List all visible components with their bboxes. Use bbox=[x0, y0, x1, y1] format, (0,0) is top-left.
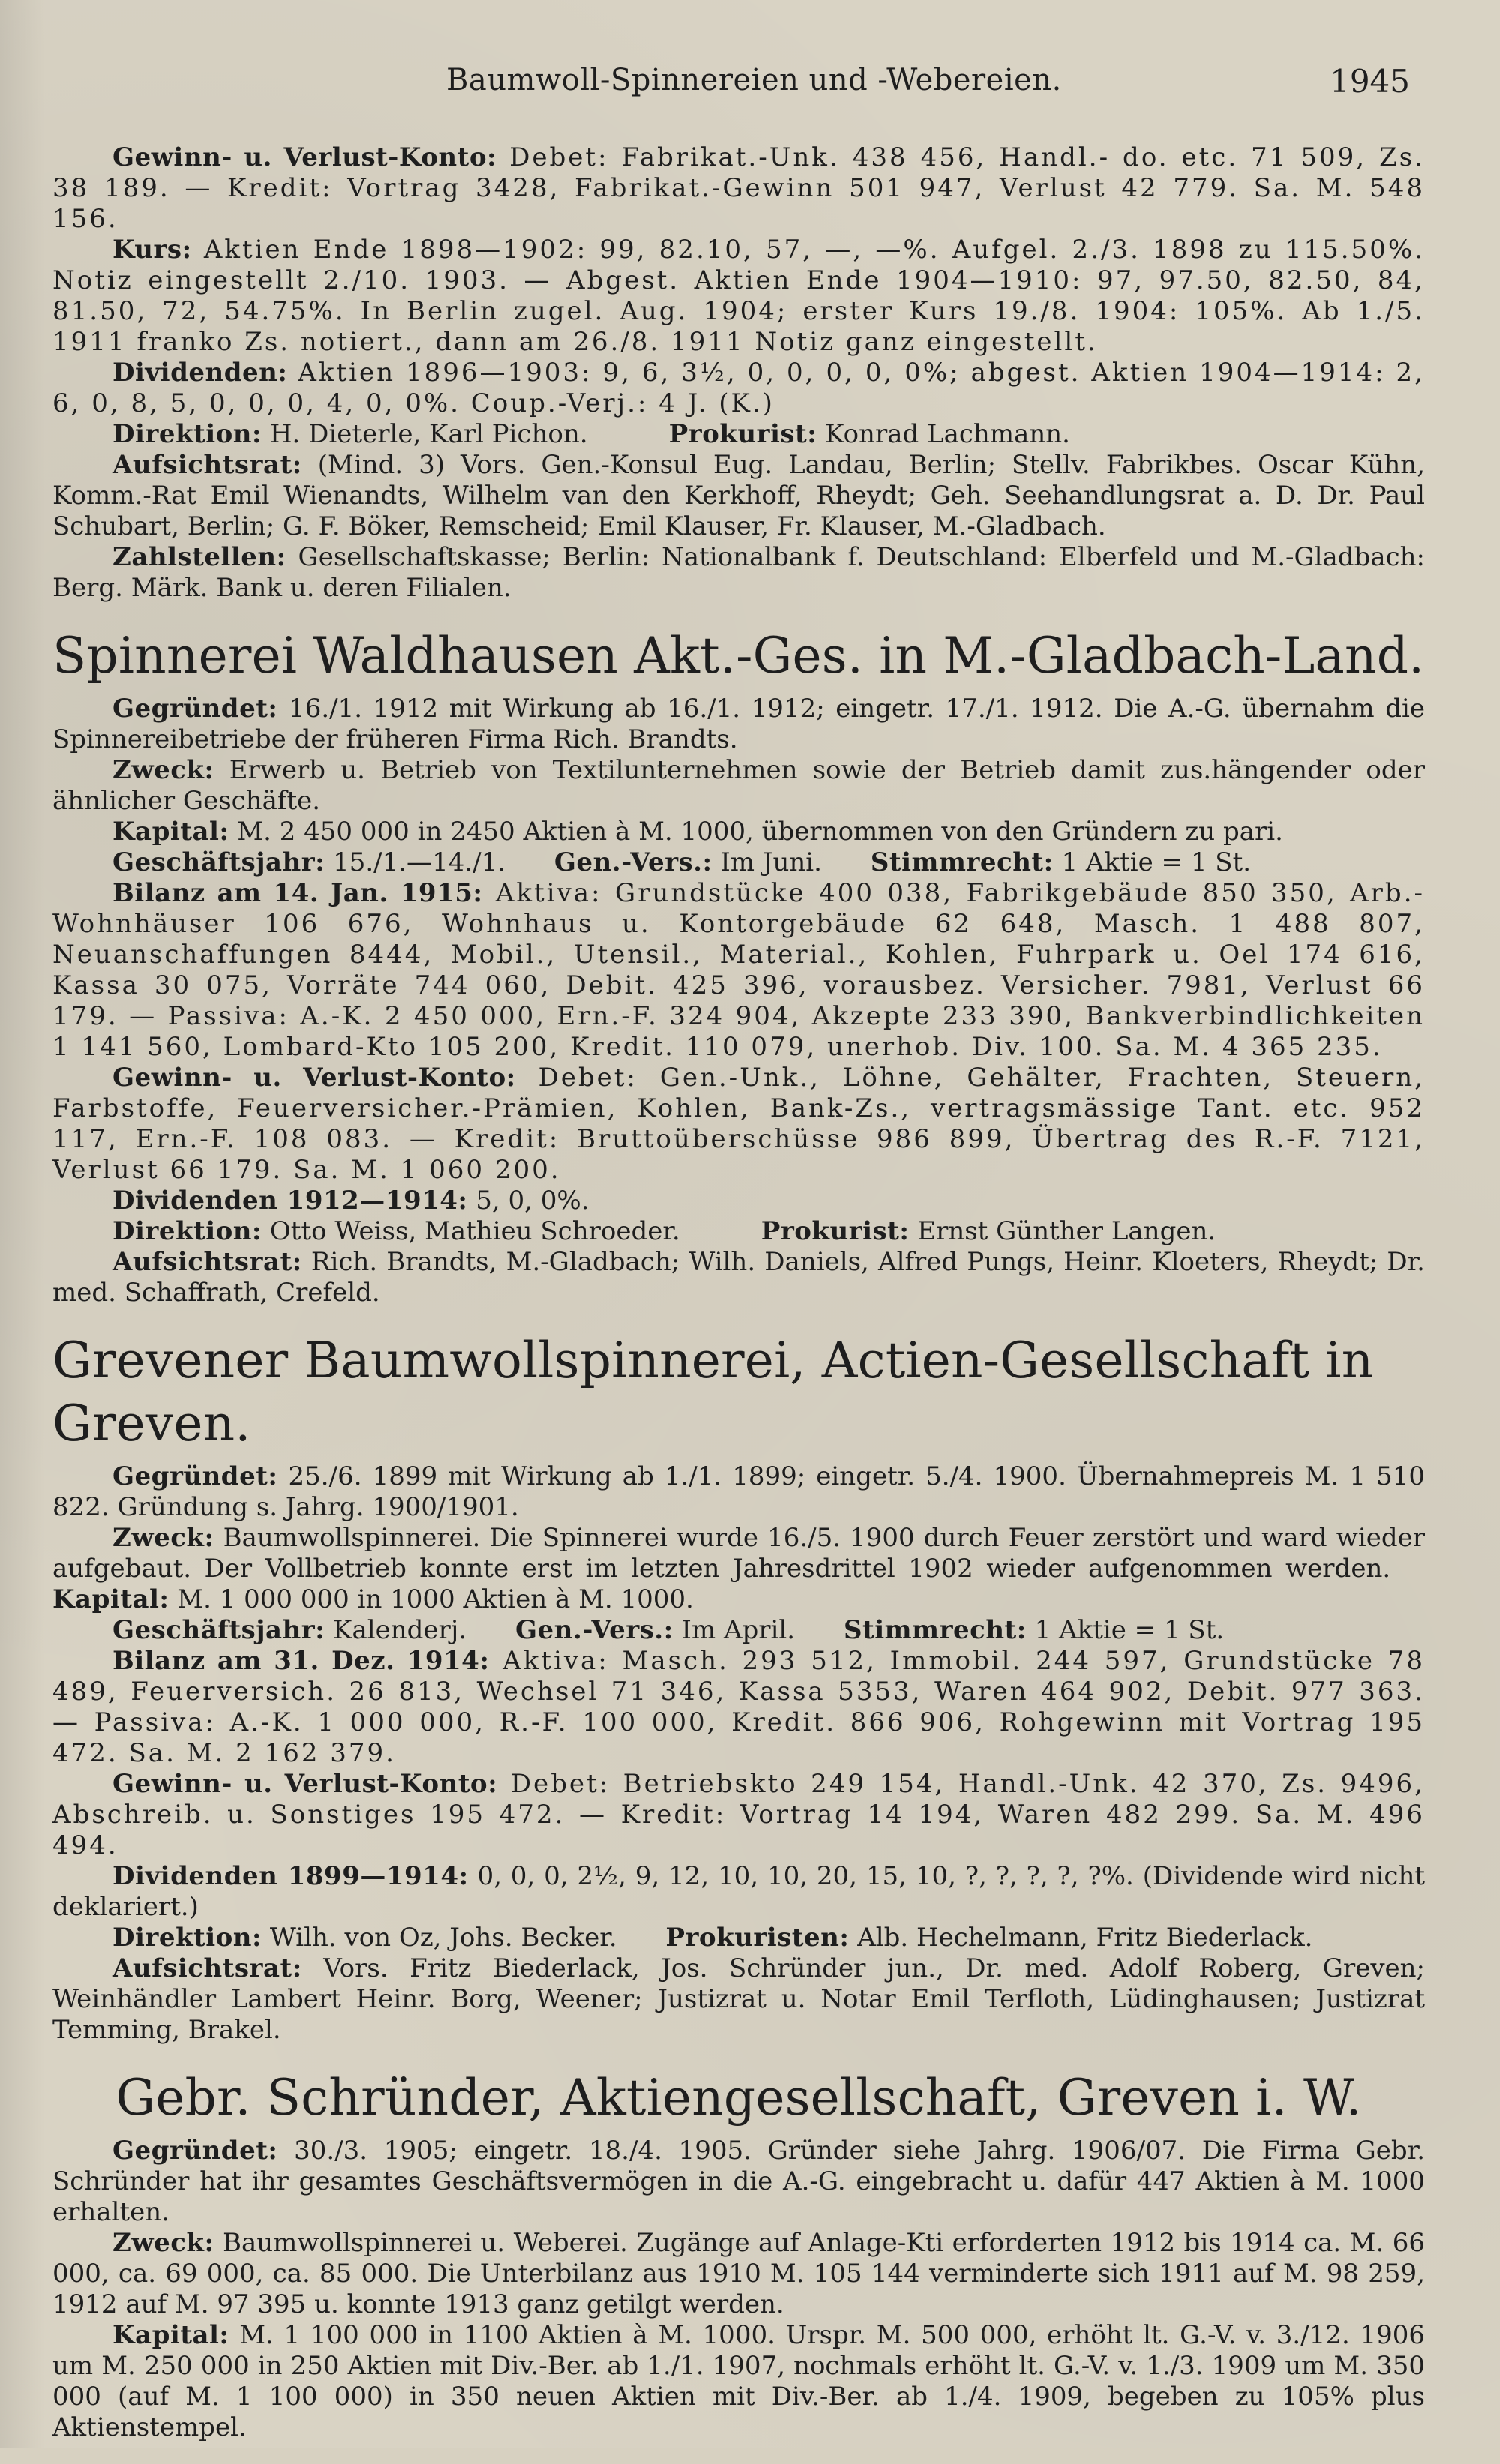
text-geschaeftsjahr: 15./1.—14./1. bbox=[325, 847, 506, 877]
paragraph-zweck bbox=[52, 755, 1425, 817]
text-kapital: M. 2 450 000 in 2450 Aktien à M. 1000, übernommen von den Gründern zu pari. bbox=[229, 817, 1283, 847]
label-gegruendet: Gegründet: bbox=[112, 2136, 278, 2166]
text-prokurist: Konrad Lachmann. bbox=[817, 419, 1070, 449]
label-direktion: Direktion: bbox=[112, 1923, 262, 1953]
label-gegruendet: Gegründet: bbox=[112, 694, 278, 724]
paragraph-kurs bbox=[52, 235, 1425, 358]
paragraph-zahlstellen bbox=[52, 542, 1425, 604]
label-dividenden: Dividenden: bbox=[112, 358, 288, 388]
label-geschaeftsjahr: Geschäftsjahr: bbox=[112, 847, 326, 877]
text-kapital: M. 1 100 000 in 1100 Aktien à M. 1000. Urspr. M. 500 000, erhöht lt. G.-V. v. 3./12. 1906 um M. 250 000 in 250 Aktien mit Div.-Ber. ab 1./1. 1907, nochmals erhöht lt. G.-V. v. 1./3. 1909 um M. 350 000 (auf M. 1 100 000) in 350 neuen Aktien mit Div.-Ber. ab 1./4. 1909, begeben zu 105% plus Aktienstempel. bbox=[52, 2320, 1425, 2442]
text-prokuristen: Alb. Hechelmann, Fritz Biederlack. bbox=[849, 1923, 1313, 1953]
previous-company-continuation bbox=[52, 142, 1425, 604]
label-bilanz: Bilanz am 14. Jan. 1915: bbox=[112, 878, 483, 908]
text-gewinn: Debet: Fabrikat.-Unk. 438 456, Handl.- do. etc. 71 509, Zs. 38 189. — Kredit: Vortrag 3428, Fabrikat.-Gewinn 501 947, Verlust 42 779. Sa. M. 548 156. bbox=[52, 142, 1425, 234]
text-kapital: M. 1 000 000 in 1000 Aktien à M. 1000. bbox=[169, 1584, 694, 1614]
text-bilanz: Aktiva: Masch. 293 512, Immobil. 244 597, Grundstücke 78 489, Feuerversich. 26 813, Wechsel 71 346, Kassa 5353, Waren 464 902, Debit. 977 363. — Passiva: A.-K. 1 000 000, R.-F. 100 000, Kredit. 866 906, Rohgewinn mit Vortrag 195 472. Sa. M. 2 162 379. bbox=[52, 1646, 1425, 1768]
paragraph-gewinn bbox=[52, 1769, 1425, 1861]
label-aufsichtsrat: Aufsichtsrat: bbox=[112, 1953, 302, 1983]
text-gewinn: Debet: Betriebskto 249 154, Handl.-Unk. 42 370, Zs. 9496, Abschreib. u. Sonstiges 195 472. — Kredit: Vortrag 14 194, Waren 482 299. Sa. M. 496 494. bbox=[52, 1769, 1425, 1860]
paragraph-gewinn bbox=[52, 1063, 1425, 1186]
text-bilanz: Aktiva: Grundstücke 400 038, Fabrikgebäude 850 350, Arb.-Wohnhäuser 106 676, Wohnhaus u. Kontorgebäude 62 648, Masch. 1 488 807, Neuanschaffungen 8444, Mobil., Utensil., Material., Kohlen, Fuhrpark u. Oel 174 616, Kassa 30 075, Vorräte 744 060, Debit. 425 396, vorausbez. Versicher. 7981, Verlust 66 179. — Passiva: A.-K. 2 450 000, Ern.-F. 324 904, Akzepte 233 390, Bankverbindlichkeiten 1 141 560, Lombard-Kto 105 200, Kredit. 110 079, unerhob. Div. 100. Sa. M. 4 365 235. bbox=[52, 878, 1425, 1062]
text-direktion: H. Dieterle, Karl Pichon. bbox=[262, 419, 588, 449]
paragraph-kapital bbox=[52, 817, 1425, 847]
label-dividenden: Dividenden 1899—1914: bbox=[112, 1861, 469, 1891]
label-stimmrecht: Stimmrecht: bbox=[843, 1615, 1027, 1645]
label-kapital: Kapital: bbox=[112, 817, 230, 847]
paragraph-geschaeftsjahr bbox=[52, 1615, 1425, 1646]
paragraph-direktion bbox=[52, 419, 1425, 450]
company-schruender bbox=[52, 2067, 1425, 2443]
label-gewinn: Gewinn- u. Verlust-Konto: bbox=[112, 1063, 516, 1093]
label-prokuristen: Prokuristen: bbox=[665, 1923, 850, 1953]
text-gegruendet: 16./1. 1912 mit Wirkung ab 16./1. 1912; eingetr. 17./1. 1912. Die A.-G. übernahm die Spinnereibetriebe der früheren Firma Rich. Brandts. bbox=[52, 694, 1425, 754]
paragraph-direktion bbox=[52, 1923, 1425, 1953]
text-zweck: Baumwollspinnerei. Die Spinnerei wurde 16./5. 1900 durch Feuer zerstört und ward wieder aufgebaut. Der Vollbetrieb konnte erst im letzten Jahresdrittel 1902 wieder aufgenommen werden. bbox=[52, 1523, 1425, 1584]
paragraph-geschaeftsjahr bbox=[52, 847, 1425, 878]
text-stimmrecht: 1 Aktie = 1 St. bbox=[1053, 847, 1252, 877]
paragraph-gewinn bbox=[52, 142, 1425, 235]
paragraph-aufsichtsrat bbox=[52, 450, 1425, 542]
paragraph-aufsichtsrat bbox=[52, 1247, 1425, 1308]
running-head: Baumwoll-Spinnereien und -Webereien. bbox=[446, 63, 1062, 97]
text-gegruendet: 25./6. 1899 mit Wirkung ab 1./1. 1899; eingetr. 5./4. 1900. Übernahmepreis M. 1 510 822. Gründung s. Jahrg. 1900/1901. bbox=[52, 1461, 1425, 1522]
text-direktion: Otto Weiss, Mathieu Schroeder. bbox=[262, 1216, 680, 1246]
company-title-schruender: Gebr. Schründer, Aktiengesellschaft, Greven i. W. bbox=[116, 2069, 1362, 2127]
label-direktion: Direktion: bbox=[112, 419, 262, 449]
label-zweck: Zweck: bbox=[112, 2228, 214, 2258]
paragraph-kapital bbox=[52, 2320, 1425, 2443]
label-genvers: Gen.-Vers.: bbox=[554, 847, 712, 877]
label-genvers: Gen.-Vers.: bbox=[514, 1615, 674, 1645]
paragraph-bilanz bbox=[52, 878, 1425, 1063]
page-number: 1945 bbox=[1330, 63, 1410, 100]
paragraph-gegruendet bbox=[52, 694, 1425, 755]
company-title-waldhausen: Spinnerei Waldhausen Akt.-Ges. in M.-Gladbach-Land. bbox=[52, 627, 1425, 685]
text-aufsichtsrat: Vors. Fritz Biederlack, Jos. Schründer jun., Dr. med. Adolf Roberg, Greven; Weinhändler Lambert Heinr. Borg, Weener; Justizrat u. Notar Emil Terfloth, Lüdinghausen; Justizrat Temming, Brakel. bbox=[52, 1953, 1425, 2045]
label-gewinn: Gewinn- u. Verlust-Konto: bbox=[112, 1769, 498, 1799]
paragraph-bilanz bbox=[52, 1646, 1425, 1769]
label-zweck: Zweck: bbox=[112, 755, 214, 785]
page-content bbox=[52, 142, 1425, 2464]
label-bilanz: Bilanz am 31. Dez. 1914: bbox=[112, 1646, 490, 1676]
text-prokurist: Ernst Günther Langen. bbox=[909, 1216, 1216, 1246]
paragraph-gegruendet bbox=[52, 2136, 1425, 2228]
text-geschaeftsjahr: Kalenderj. bbox=[325, 1615, 467, 1645]
text-aufsichtsrat: Rich. Brandts, M.-Gladbach; Wilh. Daniels, Alfred Pungs, Heinr. Kloeters, Rheydt; Dr. med. Schaffrath, Crefeld. bbox=[52, 1247, 1425, 1308]
label-aufsichtsrat: Aufsichtsrat: bbox=[112, 1247, 302, 1277]
label-dividenden: Dividenden 1912—1914: bbox=[112, 1186, 468, 1216]
paragraph-zweck bbox=[52, 1523, 1425, 1615]
text-zweck: Erwerb u. Betrieb von Textilunternehmen sowie der Betrieb damit zus.hängender oder ähnlicher Geschäfte. bbox=[52, 755, 1425, 816]
label-gewinn: Gewinn- u. Verlust-Konto: bbox=[112, 142, 497, 172]
text-kurs: Aktien Ende 1898—1902: 99, 82.10, 57, —, —%. Aufgel. 2./3. 1898 zu 115.50%. Notiz eingestellt 2./10. 1903. — Abgest. Aktien Ende 1904—1910: 97, 97.50, 82.50, 84, 81.50, 72, 54.75%. In Berlin zugel. Aug. 1904; erster Kurs 19./8. 1904: 105%. Ab 1./5. 1911 franko Zs. notiert., dann am 26./8. 1911 Notiz ganz eingestellt. bbox=[52, 235, 1425, 357]
label-stimmrecht: Stimmrecht: bbox=[870, 847, 1054, 877]
label-prokurist: Prokurist: bbox=[668, 419, 818, 449]
text-dividenden: 5, 0, 0%. bbox=[467, 1186, 590, 1216]
paragraph-dividenden bbox=[52, 1186, 1425, 1216]
text-genvers: Im Juni. bbox=[712, 847, 822, 877]
label-kurs: Kurs: bbox=[112, 235, 192, 265]
text-dividenden: Aktien 1896—1903: 9, 6, 3½, 0, 0, 0, 0, 0%; abgest. Aktien 1904—1914: 2, 6, 0, 8, 5, 0, 0, 0, 4, 0, 0%. Coup.-Verj.: 4 J. (K.) bbox=[52, 358, 1425, 418]
label-zweck: Zweck: bbox=[112, 1523, 214, 1553]
label-kapital: Kapital: bbox=[112, 2320, 230, 2350]
text-direktion: Wilh. von Oz, Johs. Becker. bbox=[262, 1923, 617, 1953]
text-zweck: Baumwollspinnerei u. Weberei. Zugänge auf Anlage-Kti erforderten 1912 bis 1914 ca. M. 66 000, ca. 69 000, ca. 85 000. Die Unterbilanz aus 1910 M. 105 144 verminderte sich 1911 auf M. 98 259, 1912 auf M. 97 395 u. konnte 1913 ganz getilgt werden. bbox=[52, 2228, 1425, 2319]
paragraph-gegruendet bbox=[52, 1461, 1425, 1523]
paragraph-dividenden bbox=[52, 1861, 1425, 1923]
paragraph-aufsichtsrat bbox=[52, 1953, 1425, 2046]
paragraph-zweck bbox=[52, 2228, 1425, 2320]
text-genvers: Im April. bbox=[673, 1615, 796, 1645]
company-title-grevener: Grevener Baumwollspinnerei, Actien-Gesellschaft in Greven. bbox=[52, 1332, 1374, 1452]
label-zahlstellen: Zahlstellen: bbox=[112, 542, 286, 572]
label-geschaeftsjahr: Geschäftsjahr: bbox=[112, 1615, 326, 1645]
label-gegruendet: Gegründet: bbox=[112, 1461, 278, 1491]
label-prokurist: Prokurist: bbox=[760, 1216, 910, 1246]
text-zahlstellen: Gesellschaftskasse; Berlin: Nationalbank f. Deutschland: Elberfeld und M.-Gladbach: Berg. Märk. Bank u. deren Filialen. bbox=[52, 542, 1425, 603]
company-grevener bbox=[52, 1329, 1425, 2046]
text-aufsichtsrat: (Mind. 3) Vors. Gen.-Konsul Eug. Landau, Berlin; Stellv. Fabrikbes. Oscar Kühn, Komm.-Rat Emil Wienandts, Wilhelm van den Kerkhoff, Rheydt; Geh. Seehandlungsrat a. D. Dr. Paul Schubart, Berlin; G. F. Böker, Remscheid; Emil Klauser, Fr. Klauser, M.-Gladbach. bbox=[52, 450, 1425, 541]
text-gewinn: Debet: Gen.-Unk., Löhne, Gehälter, Frachten, Steuern, Farbstoffe, Feuerversicher.-Prämien, Kohlen, Bank-Zs., vertragsmässige Tant. etc. 952 117, Ern.-F. 108 083. — Kredit: Bruttoüberschüsse 986 899, Übertrag des R.-F. 7121, Verlust 66 179. Sa. M. 1 060 200. bbox=[52, 1063, 1425, 1185]
text-dividenden: 0, 0, 0, 2½, 9, 12, 10, 10, 20, 15, 10, ?, ?, ?, ?, ?%. (Dividende wird nicht deklariert.) bbox=[52, 1861, 1426, 1922]
company-waldhausen bbox=[52, 625, 1425, 1308]
text-stimmrecht: 1 Aktie = 1 St. bbox=[1026, 1615, 1225, 1645]
label-kapital: Kapital: bbox=[52, 1584, 170, 1614]
paragraph-direktion bbox=[52, 1216, 1425, 1247]
text-gegruendet: 30./3. 1905; eingetr. 18./4. 1905. Gründer siehe Jahrg. 1906/07. Die Firma Gebr. Schründer hat ihr gesamtes Geschäftsvermögen in die A.-G. eingebracht u. dafür 447 Aktien à M. 1000 erhalten. bbox=[52, 2136, 1425, 2227]
label-aufsichtsrat: Aufsichtsrat: bbox=[112, 450, 302, 480]
label-direktion: Direktion: bbox=[112, 1216, 262, 1246]
paragraph-dividenden bbox=[52, 358, 1425, 419]
